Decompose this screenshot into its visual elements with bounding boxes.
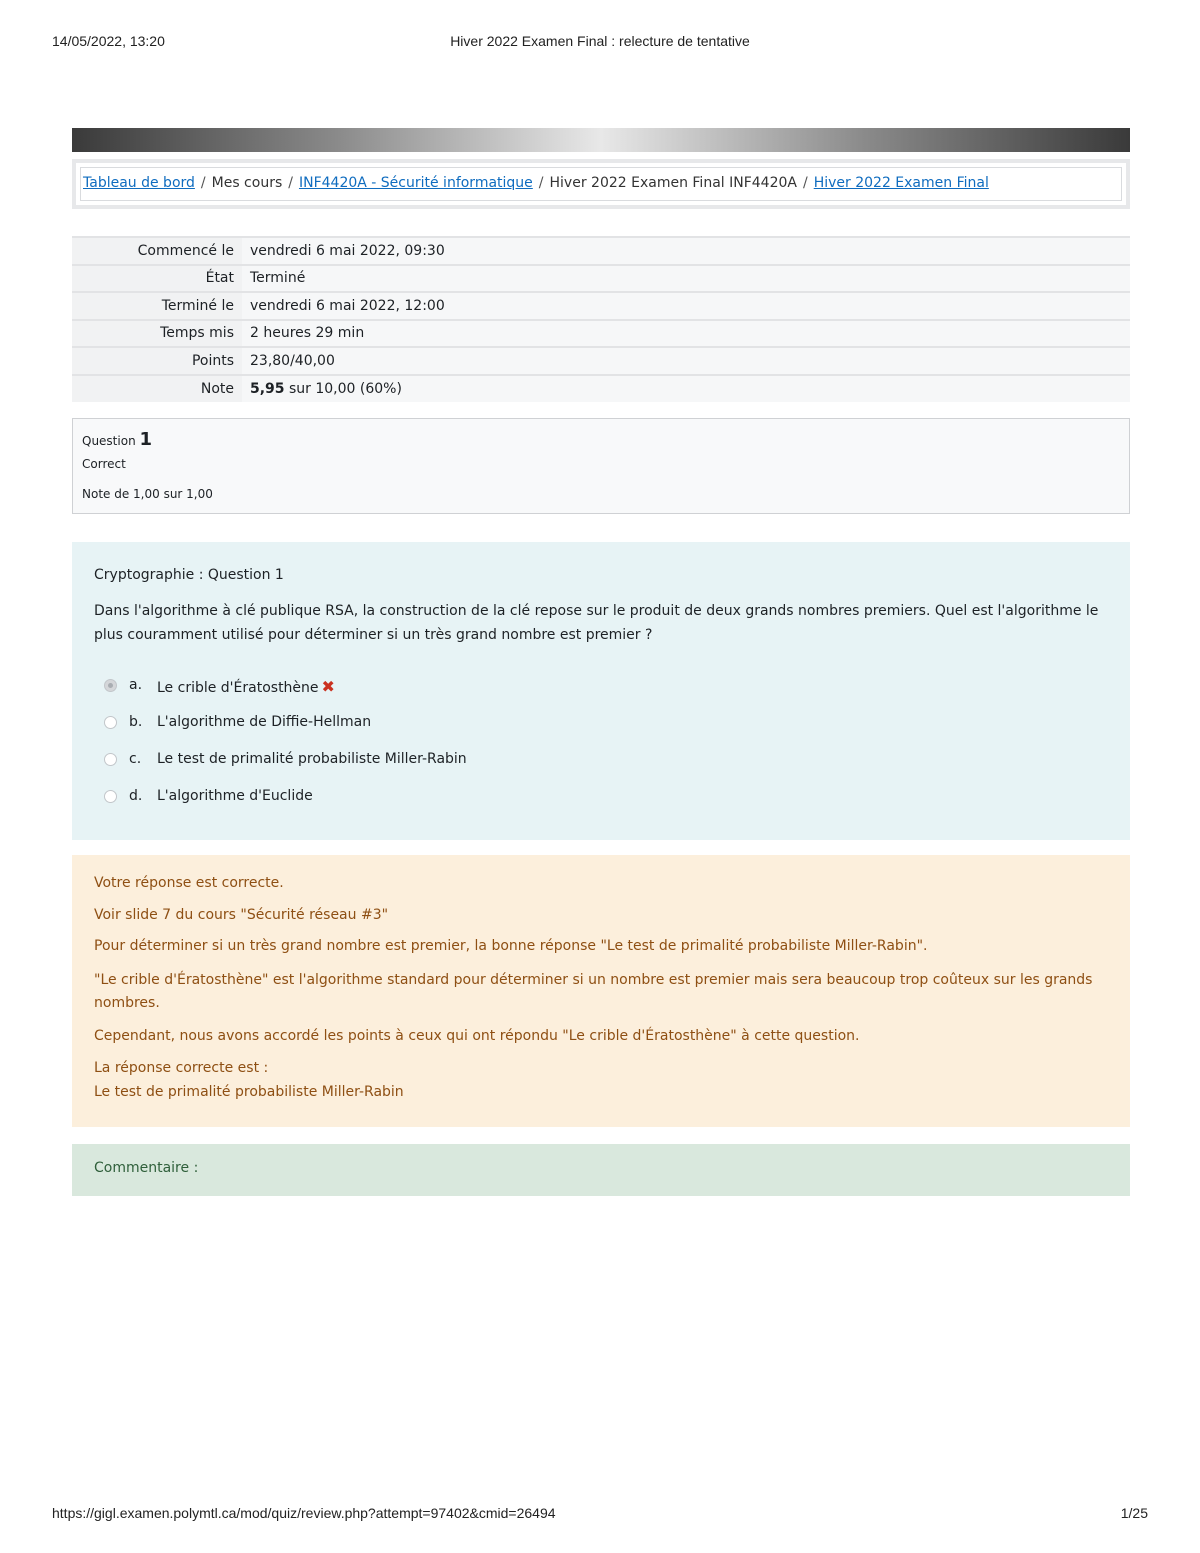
- summary-row-time-taken: [72, 320, 1130, 348]
- radio-icon[interactable]: [104, 753, 117, 766]
- feedback-policy: Cependant, nous avons accordé les points à ceux qui ont répondu "Le crible d'Ératosthène" à cette question.: [94, 1028, 860, 1044]
- answer-text: Le crible d'Ératosthène: [157, 680, 319, 696]
- breadcrumb-item-course[interactable]: INF4420A - Sécurité informatique: [298, 175, 533, 191]
- feedback-box: [72, 855, 1130, 1127]
- feedback-explanation: Pour déterminer si un très grand nombre est premier, la bonne réponse "Le test de primalité probabiliste Miller-Rabin".: [94, 938, 928, 954]
- answer-letter: a.: [129, 677, 143, 693]
- question-formulation: [72, 542, 1130, 840]
- print-footer: [52, 1505, 1148, 1525]
- grade-score: 5,95: [250, 380, 285, 397]
- answer-letter: c.: [129, 751, 142, 767]
- answer-text: L'algorithme d'Euclide: [157, 788, 313, 804]
- question-number: [82, 429, 152, 450]
- question-info-box: [72, 418, 1130, 514]
- print-header: [52, 33, 1148, 53]
- breadcrumb-item-dashboard[interactable]: Tableau de bord: [83, 175, 195, 191]
- answer-text: L'algorithme de Diffie-Hellman: [157, 714, 372, 730]
- breadcrumb-separator: /: [538, 175, 544, 191]
- question-label: Question: [82, 434, 136, 448]
- comment-box: [72, 1144, 1130, 1196]
- question-text: Dans l'algorithme à clé publique RSA, la construction de la clé repose sur le produit de deux grands nombres premiers. Quel est l'algorithme le plus couramment utilisé pour déterminer si un très grand nombre est premier ?: [94, 603, 1099, 643]
- summary-label: Points: [72, 347, 242, 375]
- right-answer-label: La réponse correcte est :: [94, 1060, 269, 1076]
- print-datetime: 14/05/2022, 13:20: [52, 33, 165, 49]
- print-title: Hiver 2022 Examen Final : relecture de tentative: [450, 33, 750, 49]
- summary-label: Terminé le: [72, 292, 242, 320]
- summary-row-marks: [72, 347, 1130, 375]
- answer-text: Le test de primalité probabiliste Miller-Rabin: [157, 751, 467, 767]
- breadcrumb-item-my-courses: Mes cours: [211, 175, 283, 191]
- breadcrumb: [83, 175, 989, 191]
- site-banner: [72, 128, 1130, 152]
- breadcrumb-separator: /: [288, 175, 293, 191]
- summary-label: Temps mis: [72, 320, 242, 348]
- breadcrumb-item-quiz[interactable]: Hiver 2022 Examen Final: [813, 175, 989, 191]
- answer-letter: d.: [129, 788, 143, 804]
- grade-suffix: sur 10,00 (60%): [284, 380, 402, 397]
- summary-value: 23,80/40,00: [242, 347, 1130, 375]
- breadcrumb-separator: /: [200, 175, 206, 191]
- print-url: https://gigl.examen.polymtl.ca/mod/quiz/review.php?attempt=97402&cmid=26494: [52, 1505, 556, 1521]
- question-title: Cryptographie : Question 1: [94, 567, 284, 583]
- summary-label: État: [72, 265, 242, 293]
- summary-label: Commencé le: [72, 237, 242, 265]
- summary-row-state: [72, 265, 1130, 293]
- summary-value: Terminé: [242, 265, 1130, 293]
- incorrect-x-icon: ✖: [321, 677, 335, 696]
- feedback-reference: Voir slide 7 du cours "Sécurité réseau #3": [94, 907, 389, 923]
- feedback-result: Votre réponse est correcte.: [94, 875, 284, 891]
- breadcrumb-container: [72, 159, 1130, 209]
- radio-icon[interactable]: [104, 790, 117, 803]
- right-answer: Le test de primalité probabiliste Miller-Rabin: [94, 1084, 404, 1100]
- radio-selected-icon[interactable]: [104, 679, 117, 692]
- summary-value: [242, 375, 1130, 403]
- radio-icon[interactable]: [104, 716, 117, 729]
- print-page-number: 1/25: [1120, 1505, 1148, 1521]
- summary-row-grade: [72, 375, 1130, 403]
- breadcrumb-item-section: Hiver 2022 Examen Final INF4420A: [549, 175, 797, 191]
- summary-row-started: [72, 237, 1130, 265]
- question-number-value: 1: [139, 429, 153, 450]
- comment-label: Commentaire :: [94, 1160, 199, 1176]
- summary-value: 2 heures 29 min: [242, 320, 1130, 348]
- breadcrumb-separator: /: [802, 175, 808, 191]
- question-grade: Note de 1,00 sur 1,00: [82, 487, 213, 501]
- summary-row-completed: [72, 292, 1130, 320]
- answer-letter: b.: [129, 714, 143, 730]
- feedback-note: "Le crible d'Ératosthène" est l'algorithme standard pour déterminer si un nombre est premier mais sera beaucoup trop coûteux sur les grands nombres.: [94, 972, 1093, 1011]
- summary-value: vendredi 6 mai 2022, 09:30: [242, 237, 1130, 265]
- summary-label: Note: [72, 375, 242, 403]
- summary-value: vendredi 6 mai 2022, 12:00: [242, 292, 1130, 320]
- question-state: Correct: [82, 457, 126, 471]
- attempt-summary-table: [72, 236, 1130, 402]
